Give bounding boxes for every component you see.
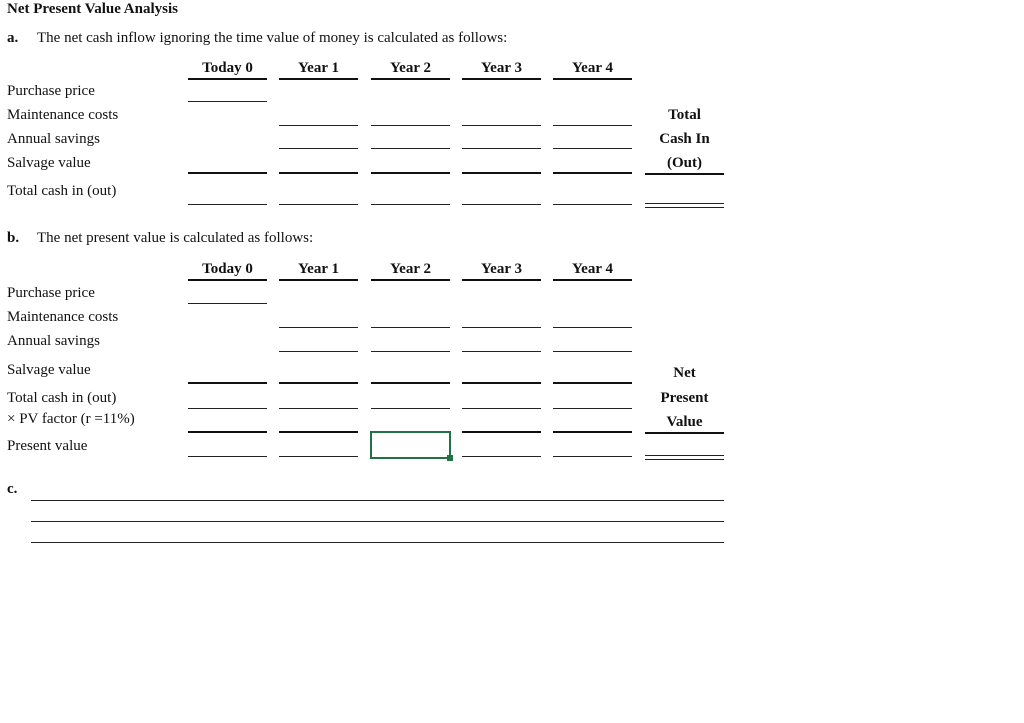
row-label-annual-savings: Annual savings xyxy=(7,333,100,349)
row-label-pv-factor: × PV factor (r =11%) xyxy=(7,411,135,427)
header-underline xyxy=(279,279,358,281)
total-header-line2: Cash In xyxy=(659,131,710,147)
input-cell-a-maint-y2[interactable] xyxy=(371,125,450,126)
input-cell-b-total-y3[interactable] xyxy=(462,408,541,409)
row-label-total-cash: Total cash in (out) xyxy=(7,390,117,406)
header-underline xyxy=(462,279,541,281)
input-cell-b-pv-y3[interactable] xyxy=(462,456,541,457)
input-cell-a-savings-y4[interactable] xyxy=(553,148,632,149)
answer-line-1[interactable] xyxy=(31,500,724,501)
part-a-header-year1: Year 1 xyxy=(298,60,339,76)
header-underline xyxy=(279,78,358,80)
total-header-underline xyxy=(645,173,724,175)
row-label-annual-savings: Annual savings xyxy=(7,131,100,147)
part-c-label: c. xyxy=(7,481,18,497)
total-header-line1: Total xyxy=(668,107,701,123)
row-label-maintenance-costs: Maintenance costs xyxy=(7,107,119,123)
npv-header-underline xyxy=(645,432,724,434)
header-underline xyxy=(371,279,450,281)
input-cell-b-net-present-value[interactable] xyxy=(645,455,724,460)
input-cell-a-salvage-today[interactable] xyxy=(188,172,267,174)
input-cell-b-salvage-y1[interactable] xyxy=(279,382,358,384)
input-cell-a-total-cash-in-out[interactable] xyxy=(645,203,724,208)
input-cell-a-salvage-y1[interactable] xyxy=(279,172,358,174)
row-label-purchase-price: Purchase price xyxy=(7,83,95,99)
input-cell-b-pv-y1[interactable] xyxy=(279,456,358,457)
row-label-purchase-price: Purchase price xyxy=(7,285,95,301)
input-cell-a-maint-y4[interactable] xyxy=(553,125,632,126)
input-cell-b-total-y4[interactable] xyxy=(553,408,632,409)
part-b-header-year2: Year 2 xyxy=(390,261,431,277)
input-cell-b-maint-y4[interactable] xyxy=(553,327,632,328)
input-cell-b-total-y2[interactable] xyxy=(371,408,450,409)
input-cell-b-salvage-y2[interactable] xyxy=(371,382,450,384)
npv-header-line1: Net xyxy=(673,365,696,381)
input-cell-a-total-y2[interactable] xyxy=(371,204,450,205)
header-underline xyxy=(553,279,632,281)
part-a-header-year4: Year 4 xyxy=(572,60,613,76)
input-cell-b-pvf-y3[interactable] xyxy=(462,431,541,433)
total-header-line3: (Out) xyxy=(667,155,702,171)
answer-line-2[interactable] xyxy=(31,521,724,522)
input-cell-b-maint-y3[interactable] xyxy=(462,327,541,328)
input-cell-a-savings-y3[interactable] xyxy=(462,148,541,149)
input-cell-a-maint-y3[interactable] xyxy=(462,125,541,126)
input-cell-a-total-y4[interactable] xyxy=(553,204,632,205)
input-cell-a-salvage-y2[interactable] xyxy=(371,172,450,174)
input-cell-b-pvf-y1[interactable] xyxy=(279,431,358,433)
answer-line-3[interactable] xyxy=(31,542,724,543)
part-a-header-year3: Year 3 xyxy=(481,60,522,76)
input-cell-b-pvf-y4[interactable] xyxy=(553,431,632,433)
input-cell-b-salvage-y4[interactable] xyxy=(553,382,632,384)
row-label-total-cash: Total cash in (out) xyxy=(7,183,117,199)
part-a-header-year2: Year 2 xyxy=(390,60,431,76)
row-label-maintenance-costs: Maintenance costs xyxy=(7,309,119,325)
header-underline xyxy=(188,279,267,281)
part-b-header-year4: Year 4 xyxy=(572,261,613,277)
input-cell-b-pvf-today[interactable] xyxy=(188,431,267,433)
header-underline xyxy=(553,78,632,80)
input-cell-b-savings-y4[interactable] xyxy=(553,351,632,352)
selected-input-cell-b-pv-y2[interactable] xyxy=(370,431,451,459)
input-cell-a-salvage-y3[interactable] xyxy=(462,172,541,174)
input-cell-b-total-y1[interactable] xyxy=(279,408,358,409)
part-a-header-today: Today 0 xyxy=(202,60,253,76)
input-cell-a-purchase-today[interactable] xyxy=(188,101,267,102)
row-label-salvage-value: Salvage value xyxy=(7,362,91,378)
part-a-description: The net cash inflow ignoring the time value of money is calculated as follows: xyxy=(37,30,508,46)
input-cell-b-salvage-y3[interactable] xyxy=(462,382,541,384)
input-cell-b-savings-y2[interactable] xyxy=(371,351,450,352)
header-underline xyxy=(462,78,541,80)
input-cell-a-maint-y1[interactable] xyxy=(279,125,358,126)
input-cell-a-savings-y2[interactable] xyxy=(371,148,450,149)
input-cell-a-savings-y1[interactable] xyxy=(279,148,358,149)
header-underline xyxy=(371,78,450,80)
npv-header-line3: Value xyxy=(666,414,703,430)
input-cell-a-total-y3[interactable] xyxy=(462,204,541,205)
input-cell-b-pv-today[interactable] xyxy=(188,456,267,457)
input-cell-a-total-today[interactable] xyxy=(188,204,267,205)
input-cell-b-pv-y4[interactable] xyxy=(553,456,632,457)
npv-header-line2: Present xyxy=(660,390,709,406)
part-b-header-today: Today 0 xyxy=(202,261,253,277)
input-cell-b-purchase-today[interactable] xyxy=(188,303,267,304)
fill-handle[interactable] xyxy=(447,455,453,461)
input-cell-b-savings-y1[interactable] xyxy=(279,351,358,352)
row-label-present-value: Present value xyxy=(7,438,88,454)
page-title: Net Present Value Analysis xyxy=(7,1,178,17)
part-b-description: The net present value is calculated as follows: xyxy=(37,230,314,246)
part-a-label: a. xyxy=(7,30,19,46)
part-b-header-year1: Year 1 xyxy=(298,261,339,277)
header-underline xyxy=(188,78,267,80)
input-cell-b-maint-y2[interactable] xyxy=(371,327,450,328)
part-b-header-year3: Year 3 xyxy=(481,261,522,277)
input-cell-b-savings-y3[interactable] xyxy=(462,351,541,352)
row-label-salvage-value: Salvage value xyxy=(7,155,91,171)
input-cell-a-total-y1[interactable] xyxy=(279,204,358,205)
input-cell-b-total-today[interactable] xyxy=(188,408,267,409)
input-cell-b-salvage-today[interactable] xyxy=(188,382,267,384)
input-cell-a-salvage-y4[interactable] xyxy=(553,172,632,174)
part-b-label: b. xyxy=(7,230,20,246)
input-cell-b-maint-y1[interactable] xyxy=(279,327,358,328)
